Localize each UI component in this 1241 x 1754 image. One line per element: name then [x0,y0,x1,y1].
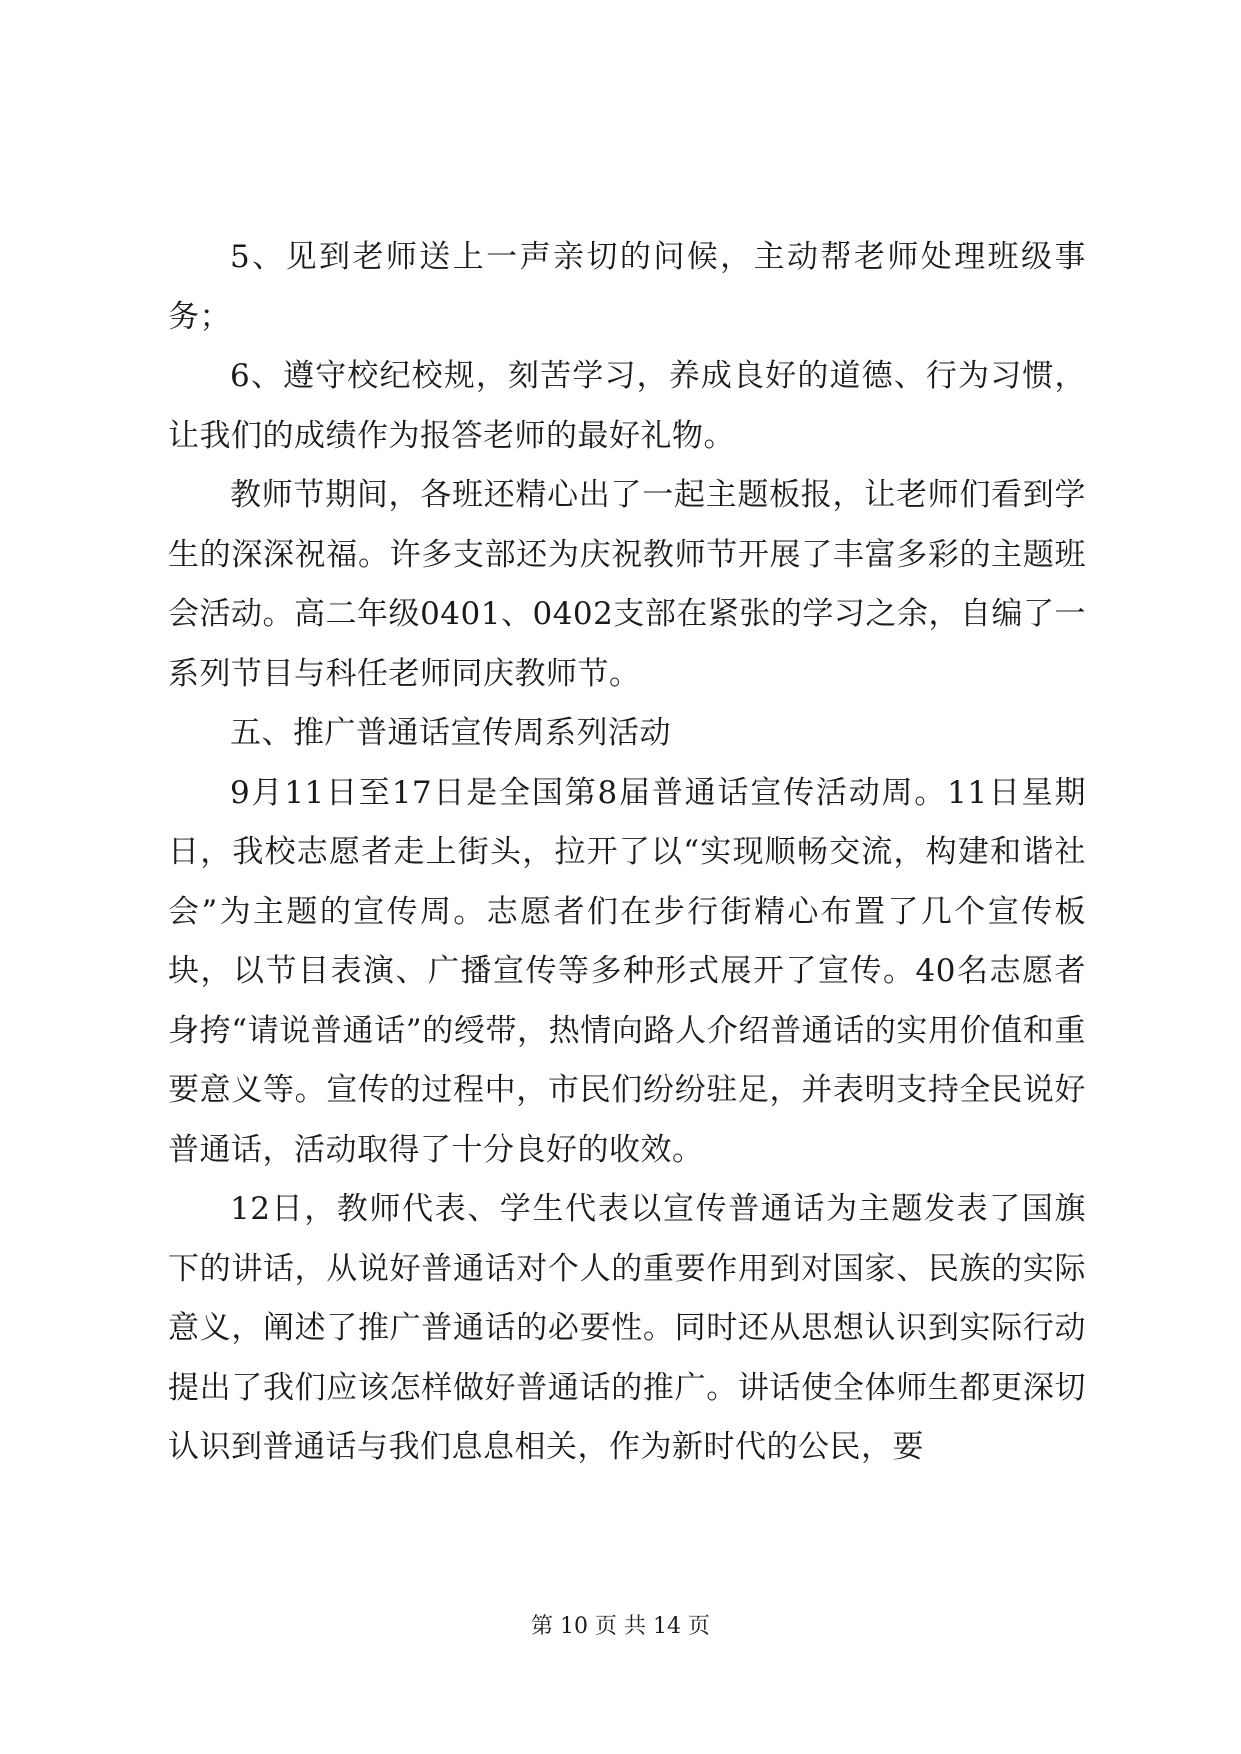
document-body [168,228,1086,1478]
page-footer: 第 10 页 共 14 页 [531,1614,710,1639]
paragraph-item-5: 5、见到老师送上一声亲切的问候，主动帮老师处理班级事务； [168,239,1086,335]
paragraph-flag-speech: 12日，教师代表、学生代表以宣传普通话为主题发表了国旗下的讲话，从说好普通话对个人的重要作用到对国家、民族的实际意义，阐述了推广普通话的必要性。同时还从思想认识到实际行动提出了我们应该怎样做好普通话的推广。讲话使全体师生都更深切认识到普通话与我们息息相关，作为新时代的公民，要 [168,1191,1086,1465]
paragraph-item-6: 6、遵守校纪校规，刻苦学习，养成良好的道德、行为习惯，让我们的成绩作为报答老师的最好礼物。 [168,358,1086,454]
paragraph-putonghua-week: 9月11日至17日是全国第8届普通话宣传活动周。11日星期日，我校志愿者走上街头，拉开了以“实现顺畅交流，构建和谐社会”为主题的宣传周。志愿者们在步行街精心布置了几个宣传板块，以节目表演、广播宣传等多种形式展开了宣传。40名志愿者身挎“请说普通话”的绶带，热情向路人介绍普通话的实用价值和重要意义等。宣传的过程中，市民们纷纷驻足，并表明支持全民说好普通话，活动取得了十分良好的收效。 [168,774,1086,1168]
paragraph-teachers-day: 教师节期间，各班还精心出了一起主题板报，让老师们看到学生的深深祝福。许多支部还为庆祝教师节开展了丰富多彩的主题班会活动。高二年级0401、0402支部在紧张的学习之余，自编了一系列节目与科任老师同庆教师节。 [168,477,1086,692]
section-heading: 五、推广普通话宣传周系列活动 [230,715,671,751]
